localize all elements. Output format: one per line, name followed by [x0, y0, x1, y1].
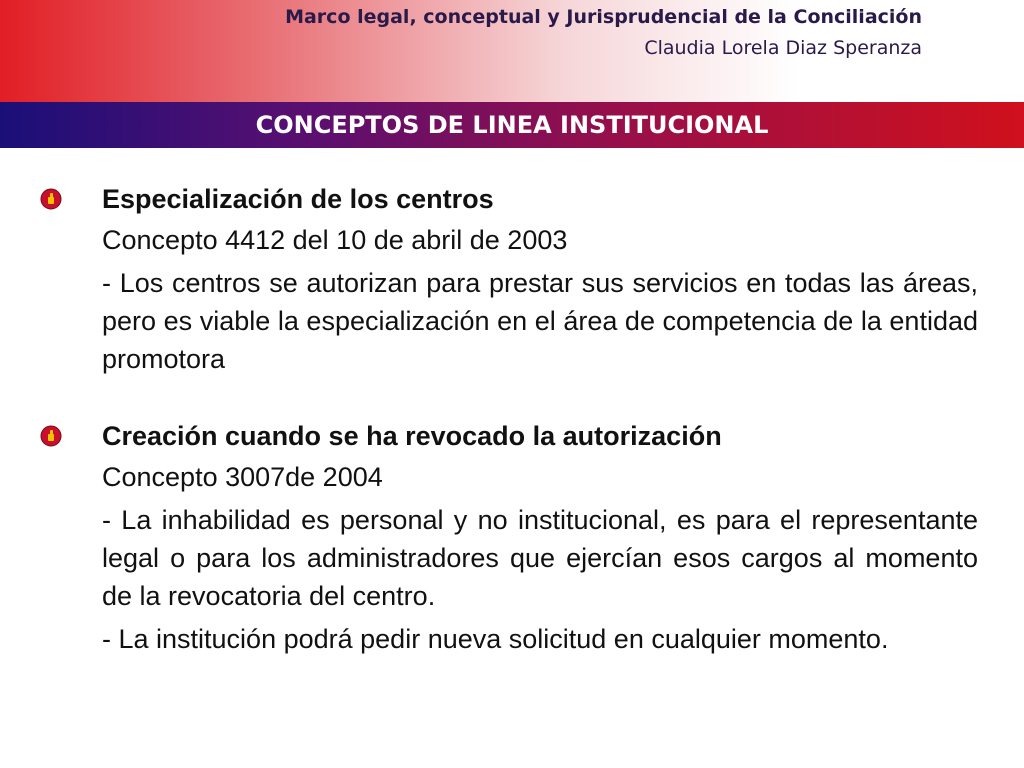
section-creacion [0, 417, 1024, 658]
section-paragraph: - Los centros se autorizan para prestar sus servicios en todas las áreas, pero es viable la especialización en el área de competencia de la entidad promotora [102, 268, 978, 374]
thumbs-up-bullet-icon [40, 425, 62, 447]
header-bar [0, 0, 1024, 102]
section-paragraph: - La inhabilidad es personal y no institucional, es para el representante legal o para los administradores que ejercían esos cargos al momento de la revocatoria del centro. [102, 505, 978, 611]
banner-title: CONCEPTOS DE LINEA INSTITUCIONAL [255, 111, 769, 139]
section-especializacion [0, 180, 1024, 378]
section-heading: Creación cuando se ha revocado la autorización [102, 421, 722, 451]
section-paragraph: - La institución podrá pedir nueva solicitud en cualquier momento. [102, 624, 889, 654]
author-name: Claudia Lorela Diaz Speranza [644, 37, 922, 59]
header-title-block [285, 8, 922, 59]
section-heading: Especialización de los centros [102, 184, 494, 214]
concept-reference: Concepto 4412 del 10 de abril de 2003 [102, 225, 568, 255]
slide-content [0, 180, 1024, 658]
section-banner [0, 102, 1024, 148]
concept-reference: Concepto 3007de 2004 [102, 462, 383, 492]
thumbs-up-bullet-icon [40, 188, 62, 210]
presentation-title: Marco legal, conceptual y Jurisprudencial de la Conciliación [285, 6, 922, 28]
